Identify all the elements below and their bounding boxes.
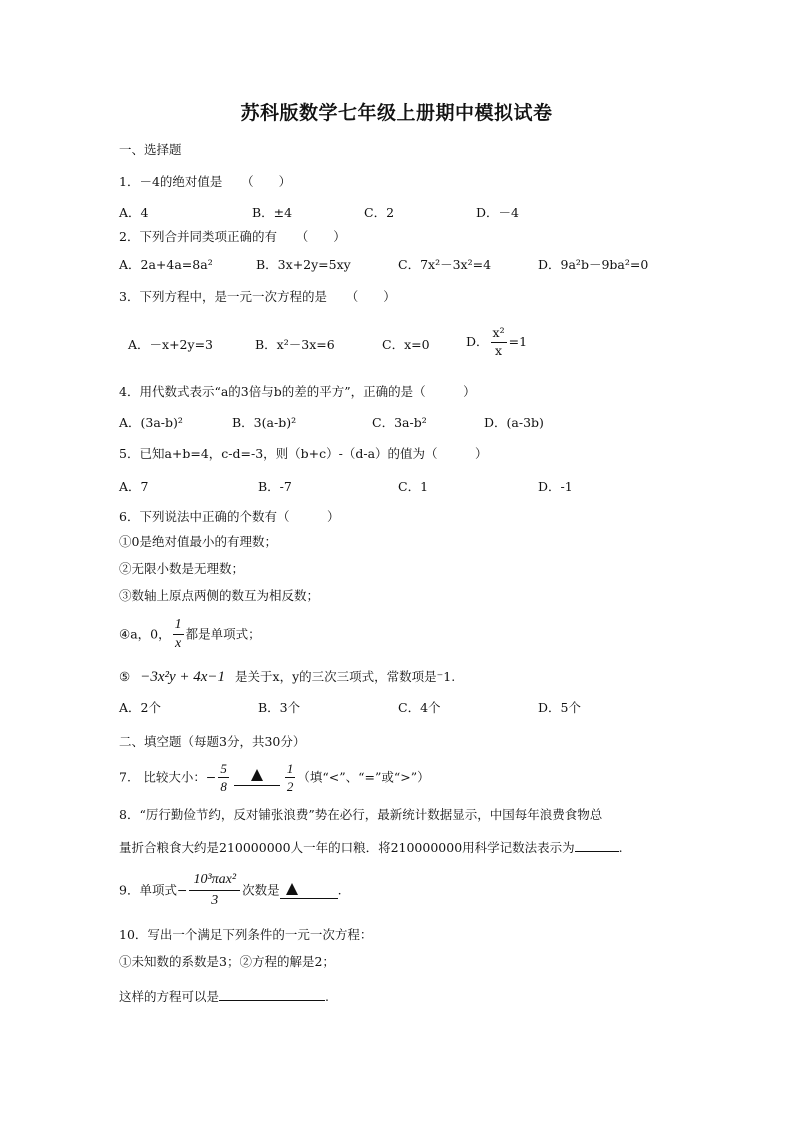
q6-statement-1: ①0是绝对值最小的有理数； [119,534,277,549]
triangle-marker-icon [286,883,298,895]
q5-option-b: B．-7 [258,479,292,494]
q9-numerator: 10³πax² [189,873,240,891]
q6-option-b: B．3个 [258,700,301,715]
q4-option-c: C．3a-b² [372,415,427,430]
q1-option-b: B．±4 [252,205,293,220]
q5-option-a: A．7 [119,479,149,494]
q10-answer-blank [219,988,325,1001]
q3-option-c: C．x=0 [382,337,430,352]
q6-statement-5 [119,670,455,685]
q5-option-c: C．1 [398,479,429,494]
triangle-marker-icon [251,769,263,781]
q2-option-d: D．9a²b－9ba²=0 [538,257,649,272]
q10-line-3-text: 这样的方程可以是 [119,989,220,1004]
q3-d-denominator: x [495,342,503,358]
question-5-stem: 5．已知a+b=4，c-d=-3，则（b+c）-（d-a）的值为（ ） [119,446,488,461]
q6-option-c: C．4个 [398,700,441,715]
q1-option-a: A．4 [119,205,149,220]
q8-line-2-text: 量折合粮食大约是210000000人一年的口粮．将210000000用科学记数法表示为 [119,840,575,855]
q6-option-d: D．5个 [538,700,581,715]
q4-option-d: D．(a-3b) [484,415,544,430]
q6-s4-suffix: 都是单项式； [185,626,261,642]
q6-statement-2: ②无限小数是无理数； [119,561,245,576]
q2-option-a: A．2a+4a=8a² [119,257,213,272]
q7-f2-denominator: 2 [286,779,294,794]
q6-option-a: A．2个 [119,700,161,715]
q7-suffix: （填“<”、“=”或“>”） [297,769,430,785]
q2-option-c: C．7x²－3x²=4 [398,257,492,272]
question-2-stem: 2．下列合并同类项正确的有 （ ） [119,229,346,244]
question-10-line-3 [119,988,329,1004]
question-8-line-2 [119,839,623,855]
q7-f2-numerator: 1 [286,761,294,776]
q3-option-d [466,327,527,357]
q3-d-tail: =1 [508,333,528,349]
q3-option-a: A．－x+2y=3 [128,337,213,352]
q3-option-b: B．x²－3x=6 [255,337,335,352]
question-10-line-2: ①未知数的系数是3；②方程的解是2； [119,954,335,969]
q9-suffix: 次数是 [242,882,280,898]
q9-prefix: 9．单项式− [119,882,188,898]
q10-end: . [325,989,329,1004]
page-title: 苏科版数学七年级上册期中模拟试卷 [240,102,553,124]
section-heading-fill: 二、填空题（每题3分，共30分） [119,734,306,749]
q1-option-d: D．－4 [476,205,519,220]
question-6-stem: 6．下列说法中正确的个数有（ ） [119,509,340,524]
question-9 [119,873,342,908]
q8-end: . [618,840,623,855]
q6-s4-fraction [173,618,184,651]
q7-fraction-left [218,762,229,793]
q4-option-a: A．(3a-b)² [119,415,183,430]
q5-option-d: D．-1 [538,479,573,494]
q9-end: . [337,882,342,898]
q7-f1-numerator: 5 [220,761,227,776]
q3-d-numerator: x² [491,327,507,343]
q6-s5-suffix: 是关于x，y的三次三项式，常数项是⁻1. [235,669,456,684]
q3-option-d-label: D． [466,333,489,349]
q7-prefix: 7. 比较大小：− [119,769,217,785]
q7-fraction-right [285,762,296,793]
q8-answer-blank [575,839,619,852]
question-3-stem: 3．下列方程中，是一元一次方程的是 （ ） [119,289,396,304]
q6-statement-3: ③数轴上原点两侧的数互为相反数； [119,588,320,603]
question-7 [119,762,430,793]
q3-option-d-fraction [491,327,507,357]
q6-s4-numerator: 1 [173,618,184,635]
question-10-line-1: 10．写出一个满足下列条件的一元一次方程： [119,927,373,942]
q4-option-b: B．3(a-b)² [232,415,297,430]
q6-s4-prefix: ④a，0， [119,626,171,642]
question-4-stem: 4．用代数式表示“a的3倍与b的差的平方”，正确的是（ ） [119,384,476,399]
q6-s5-prefix: ⑤ [119,669,131,684]
q2-option-b: B．3x+2y=5xy [256,257,351,272]
question-8-line-1: 8．“厉行勤俭节约，反对铺张浪费”势在必行，最新统计数据显示，中国每年浪费食物总 [119,807,603,822]
q7-answer-blank [234,769,280,786]
q7-f1-denominator: 8 [220,779,227,794]
q9-answer-blank [280,883,338,899]
q6-s4-denominator: x [175,636,182,651]
q1-option-c: C．2 [364,205,395,220]
section-heading-choice: 一、选择题 [119,142,182,157]
q9-denominator: 3 [211,893,219,908]
q6-statement-4 [119,618,261,651]
q9-fraction [189,873,240,908]
question-1-stem: 1．－4的绝对值是 （ ） [119,174,292,189]
q6-s5-expression: −3x²y + 4x−1 [140,669,226,685]
